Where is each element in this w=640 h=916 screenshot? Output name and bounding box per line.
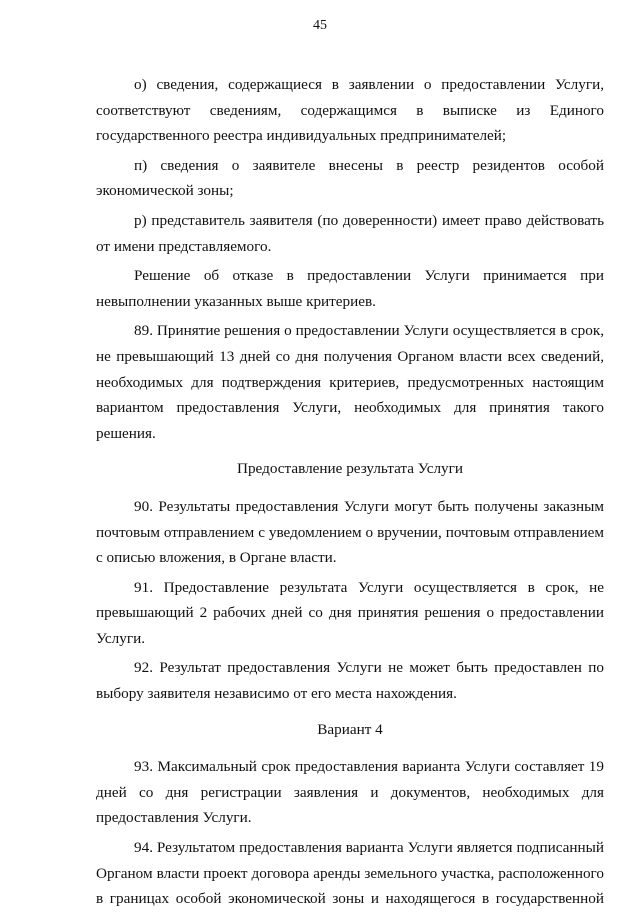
document-body: [96, 72, 604, 916]
paragraph-93: 93. Максимальный срок предоставления варианта Услуги составляет 19 дней со дня регистрации заявления и документов, необходимых для предоставления Услуги.: [96, 758, 604, 827]
section-heading-variant-4: Вариант 4: [317, 720, 383, 738]
paragraph-92: 92. Результат предоставления Услуги не может быть предоставлен по выбору заявителя независимо от его места нахождения.: [96, 659, 604, 703]
paragraph-criterion-r: р) представитель заявителя (по доверенности) имеет право действовать от имени представляемого.: [96, 211, 604, 255]
paragraph-89: 89. Принятие решения о предоставлении Услуги осуществляется в срок, не превышающий 13 дней со дня получения Органом власти всех сведений, необходимых для подтверждения критериев, предусмотренных настоящим вариантом предоставления Услуги, необходимых для принятия такого решения.: [96, 322, 604, 442]
paragraph-criterion-o: о) сведения, содержащиеся в заявлении о предоставлении Услуги, соответствуют сведениям, содержащимся в выписке из Единого государственного реестра индивидуальных предпринимателей;: [96, 76, 604, 145]
page-number: 45: [313, 18, 327, 33]
paragraph-refusal-decision: Решение об отказе в предоставлении Услуги принимается при невыполнении указанных выше критериев.: [96, 267, 604, 310]
paragraph-criterion-p: п) сведения о заявителе внесены в реестр резидентов особой экономической зоны;: [96, 156, 604, 200]
paragraph-90: 90. Результаты предоставления Услуги могут быть получены заказным почтовым отправлением с уведомлением о вручении, почтовым отправлением с описью вложения, в Органе власти.: [96, 497, 604, 567]
paragraph-91: 91. Предоставление результата Услуги осуществляется в срок, не превышающий 2 рабочих дней со дня принятия решения о предоставлении Услуги.: [96, 578, 604, 647]
section-heading-result: Предоставление результата Услуги: [237, 460, 463, 478]
paragraph-94: 94. Результатом предоставления варианта Услуги является подписанный Органом власти проект договора аренды земельного участка, расположенного в границах особой экономической зоны и находящегося в государственной: [96, 839, 604, 908]
